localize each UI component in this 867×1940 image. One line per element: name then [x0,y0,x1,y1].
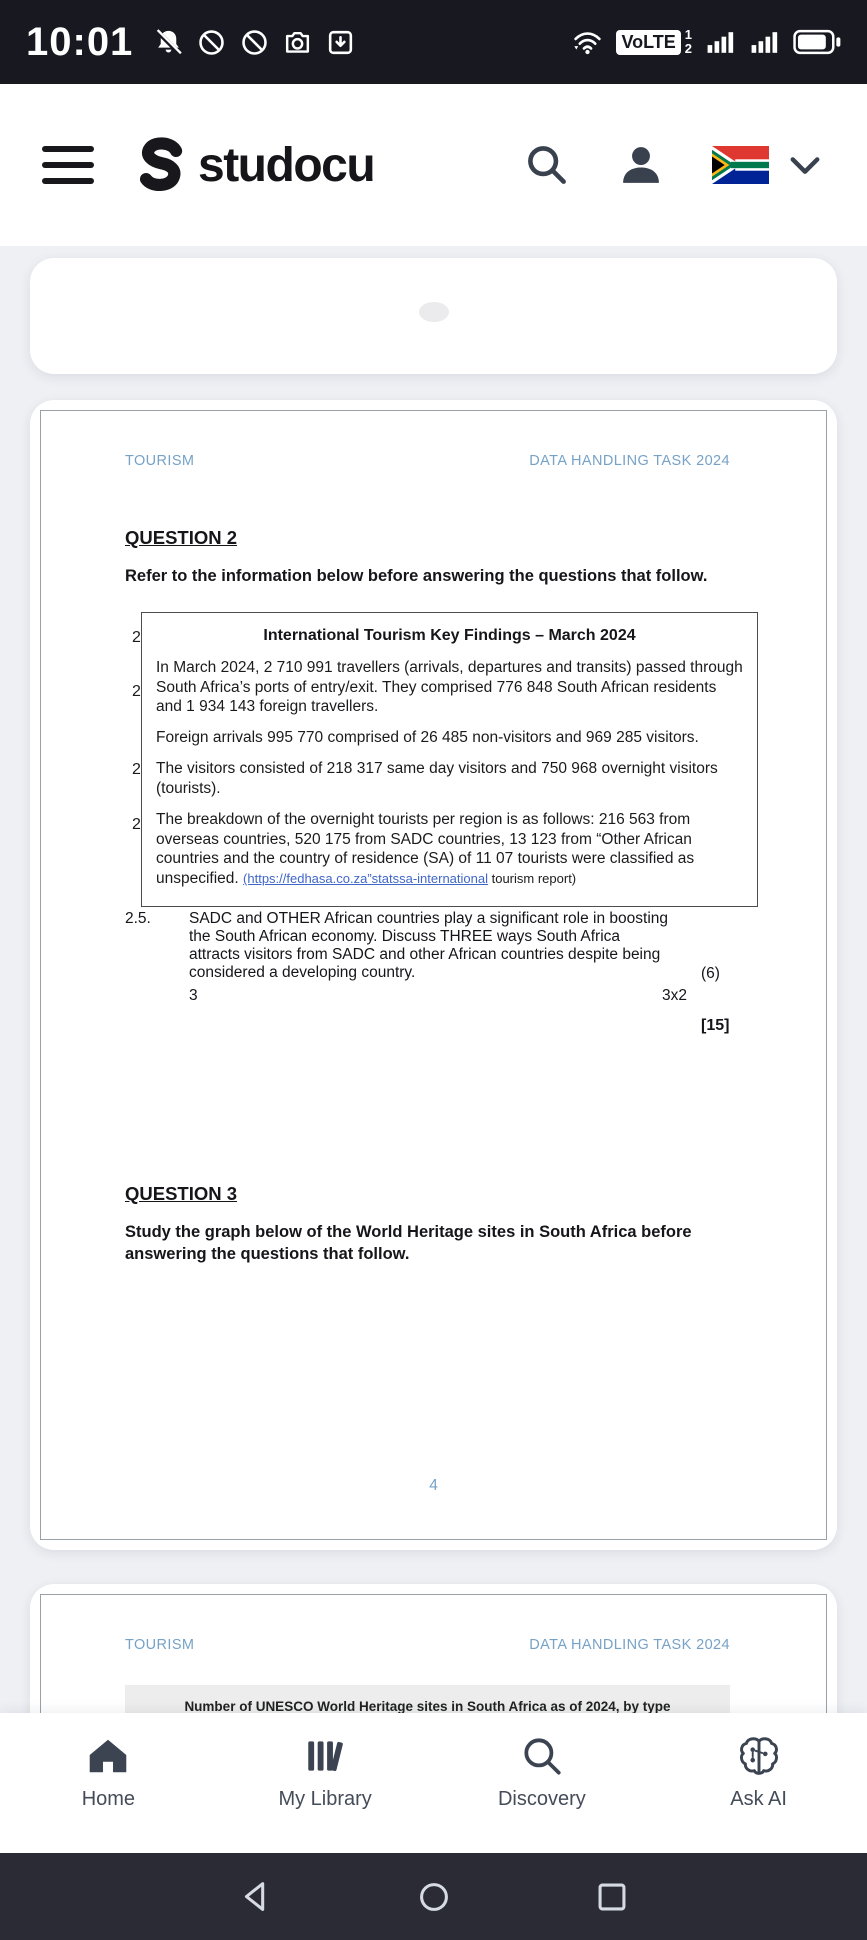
source-link-suffix: tourism report) [488,871,577,887]
doc-title: DATA HANDLING TASK 2024 [529,1637,730,1653]
studocu-logo-icon [132,135,192,195]
clipped-question-number: 2 [132,815,141,833]
findings-paragraph-4-text: The breakdown of the overnight tourists per region is as follows: 216 563 from overseas countries, 520 175 from SADC countries, 13 123 from “Other African countries and the country of residence (SA) of 11 07 tourists were classified as unspecified. [156,810,695,888]
question-2-intro: Refer to the information below before answering the questions that follow. [125,567,708,585]
notifications-off-icon [153,27,184,58]
status-bar [0,0,867,84]
page-4-border [40,410,827,1540]
findings-paragraph-2: Foreign arrivals 995 770 comprised of 26 485 non-visitors and 969 285 visitors. [156,729,699,747]
clipped-question-number: 2 [132,628,141,646]
question-2-5-subrow [189,987,687,1005]
account-icon[interactable] [618,142,664,188]
doc-title: DATA HANDLING TASK 2024 [529,453,730,469]
android-navigation-bar [0,1853,867,1940]
findings-paragraph-4 [156,810,743,889]
page-4-header [125,453,730,469]
clock: 10:01 [26,19,134,64]
sim1-indicator: 1 [684,27,692,43]
chevron-down-icon [785,145,825,185]
nav-my-library[interactable] [240,1733,410,1811]
clipped-question-number: 2 [132,760,141,778]
question-2-title: QUESTION 2 [125,527,238,548]
home-icon [85,1733,131,1779]
nav-ask-ai[interactable] [674,1733,844,1811]
sim2-indicator: 2 [684,41,692,56]
source-link[interactable]: (https://fedhasa.co.za”statssa-international [243,871,488,887]
studocu-logo-text: studocu [198,138,375,192]
info-box-wrapper [132,612,758,907]
page-5-header [125,1637,730,1653]
document-scroll-area[interactable] [0,246,867,1940]
menu-button[interactable] [42,146,94,184]
volte-label: VoLTE [616,30,680,55]
page-number: 4 [429,1477,438,1494]
question-2-5-sub-left: 3 [189,986,198,1004]
tourism-findings-box [141,612,758,907]
discovery-search-icon [519,1733,565,1779]
doc-subject: TOURISM [125,1637,195,1653]
nav-home-label: Home [81,1788,136,1810]
unesco-chart-title: Number of UNESCO World Heritage sites in South Africa as of 2024, by type [125,1685,730,1727]
question-2-total-marks: [15] [701,1016,730,1034]
question-2-5-marks: (6) [701,964,720,982]
findings-paragraph-3: The visitors consisted of 218 317 same day visitors and 750 968 overnight visitors (tourists). [156,760,718,797]
battery-icon [793,29,841,55]
android-home-button[interactable] [413,1876,455,1918]
loading-smudge [419,302,449,322]
question-2-5-number: 2.5. [125,910,151,928]
nav-home[interactable] [23,1733,193,1811]
app-header [0,84,867,246]
blocked-mode-icon [239,27,270,58]
do-not-disturb-icon [196,27,227,58]
android-back-button[interactable] [235,1876,277,1918]
search-icon[interactable] [524,142,570,188]
language-region-selector[interactable] [712,145,825,185]
signal-sim1-icon [705,27,736,58]
ask-ai-brain-icon [736,1733,782,1779]
nav-my-library-label: My Library [278,1788,372,1810]
nav-discovery-label: Discovery [497,1788,586,1810]
doc-subject: TOURISM [125,453,195,469]
wifi-icon [572,27,603,58]
question-2-5 [125,910,730,1035]
question-3-intro: Study the graph below of the World Heritage sites in South Africa before answering the questions that follow. [125,1222,692,1264]
android-recents-button[interactable] [591,1876,633,1918]
question-3-title: QUESTION 3 [125,1182,238,1204]
nav-ask-ai-label: Ask AI [730,1788,787,1810]
clipped-question-number: 2 [132,682,141,700]
library-icon [302,1733,348,1779]
screenshot-save-icon [325,27,356,58]
question-2-5-text: SADC and OTHER African countries play a significant role in boosting the South African economy. Discuss THREE ways South Africa attracts visitors from SADC and other African countries despite being considered a developing country. [189,910,669,982]
findings-box-title: International Tourism Key Findings – March 2024 [263,626,636,644]
document-page-previous [30,258,837,374]
studocu-logo[interactable] [132,135,374,195]
findings-paragraph-1: In March 2024, 2 710 991 travellers (arrivals, departures and transits) passed through South Africa’s ports of entry/exit. They comprised 776 848 South African residents and 1 934 143 foreign travellers. [156,658,743,716]
signal-sim2-icon [749,27,780,58]
document-page-4 [30,400,837,1550]
question-2-5-sub-right: 3x2 [662,986,687,1004]
nav-discovery[interactable] [457,1733,627,1811]
bottom-navigation [0,1713,867,1853]
south-africa-flag-icon [712,146,769,184]
camera-icon [282,27,313,58]
volte-badge [616,28,692,55]
